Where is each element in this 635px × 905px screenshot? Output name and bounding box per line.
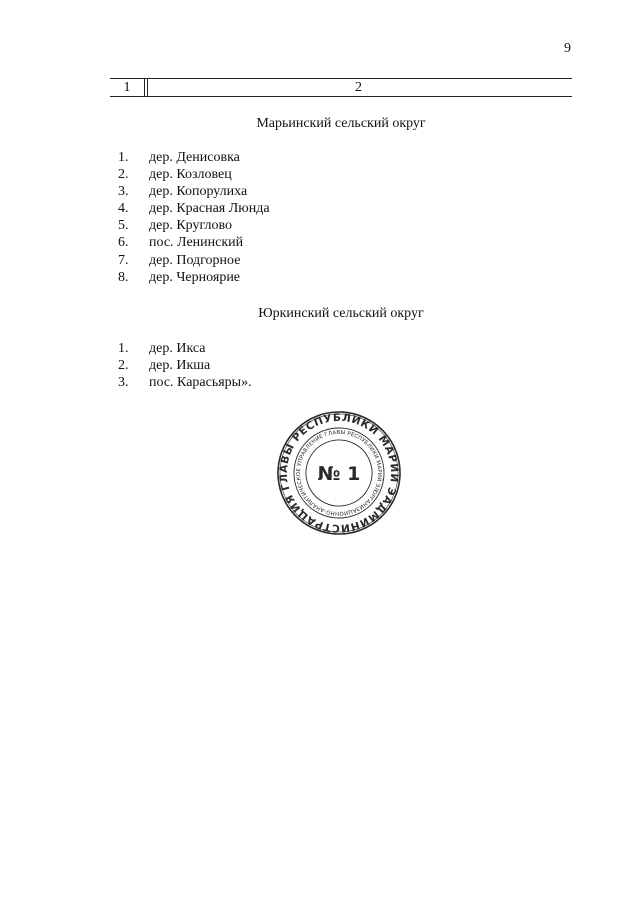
list-item-number: 2. xyxy=(118,167,129,183)
list-item-number: 5. xyxy=(118,218,129,234)
settlement-list-yurkinsky xyxy=(118,340,252,391)
list-item-text: дер. Подгорное xyxy=(149,252,241,268)
list-item xyxy=(118,234,270,251)
seal-center-number: № 1 xyxy=(317,463,361,485)
section-heading-maryinsky: Марьинский сельский округ xyxy=(256,116,426,131)
list-item-text: пос. Ленинский xyxy=(149,235,244,251)
seal-inner-text: ОРГАНИЗАЦИОННО-АНАЛИТИЧЕСКОЕ УПРАВЛЕНИЕ ГЛАВЫ РЕСПУБЛИКИ МАРИЙ ЭЛ xyxy=(295,429,383,517)
list-item xyxy=(118,166,270,183)
list-item-text: дер. Черноярие xyxy=(149,269,241,285)
list-item xyxy=(118,217,270,234)
list-item-text: дер. Козловец xyxy=(149,167,232,183)
settlement-list-maryinsky xyxy=(118,149,270,286)
list-item xyxy=(118,269,270,286)
list-item-text: дер. Денисовка xyxy=(149,150,240,165)
list-item-number: 3. xyxy=(118,184,129,200)
list-item xyxy=(118,340,252,357)
list-item xyxy=(118,183,270,200)
official-seal-stamp xyxy=(276,410,402,536)
list-item-number: 8. xyxy=(118,269,129,285)
table-header-col-2: 2 xyxy=(355,80,362,95)
list-item-text: дер. Копорулиха xyxy=(149,184,248,200)
table-header-row xyxy=(110,78,572,97)
list-item-number: 1. xyxy=(118,341,129,356)
list-item-text: пос. Карасьяры». xyxy=(149,375,252,391)
list-item-text: дер. Икша xyxy=(149,358,211,374)
section-heading-yurkinsky: Юркинский сельский округ xyxy=(258,306,424,321)
list-item xyxy=(118,252,270,269)
list-item-text: дер. Икса xyxy=(149,341,206,356)
list-item-number: 1. xyxy=(118,150,129,165)
list-item-number: 6. xyxy=(118,235,129,251)
list-item xyxy=(118,149,270,166)
list-item-number: 4. xyxy=(118,201,129,217)
list-item-number: 3. xyxy=(118,375,129,391)
table-header-col-1: 1 xyxy=(110,79,145,96)
list-item xyxy=(118,357,252,374)
seal-outer-text: АДМИНИСТРАЦИЯ ГЛАВЫ РЕСПУБЛИКИ МАРИЙ ЭЛ xyxy=(277,411,401,535)
list-item-text: дер. Круглово xyxy=(149,218,233,234)
list-item-text: дер. Красная Люнда xyxy=(149,201,270,217)
list-item xyxy=(118,374,252,391)
list-item-number: 7. xyxy=(118,252,129,268)
list-item xyxy=(118,200,270,217)
list-item-number: 2. xyxy=(118,358,129,374)
page-number: 9 xyxy=(564,41,571,56)
